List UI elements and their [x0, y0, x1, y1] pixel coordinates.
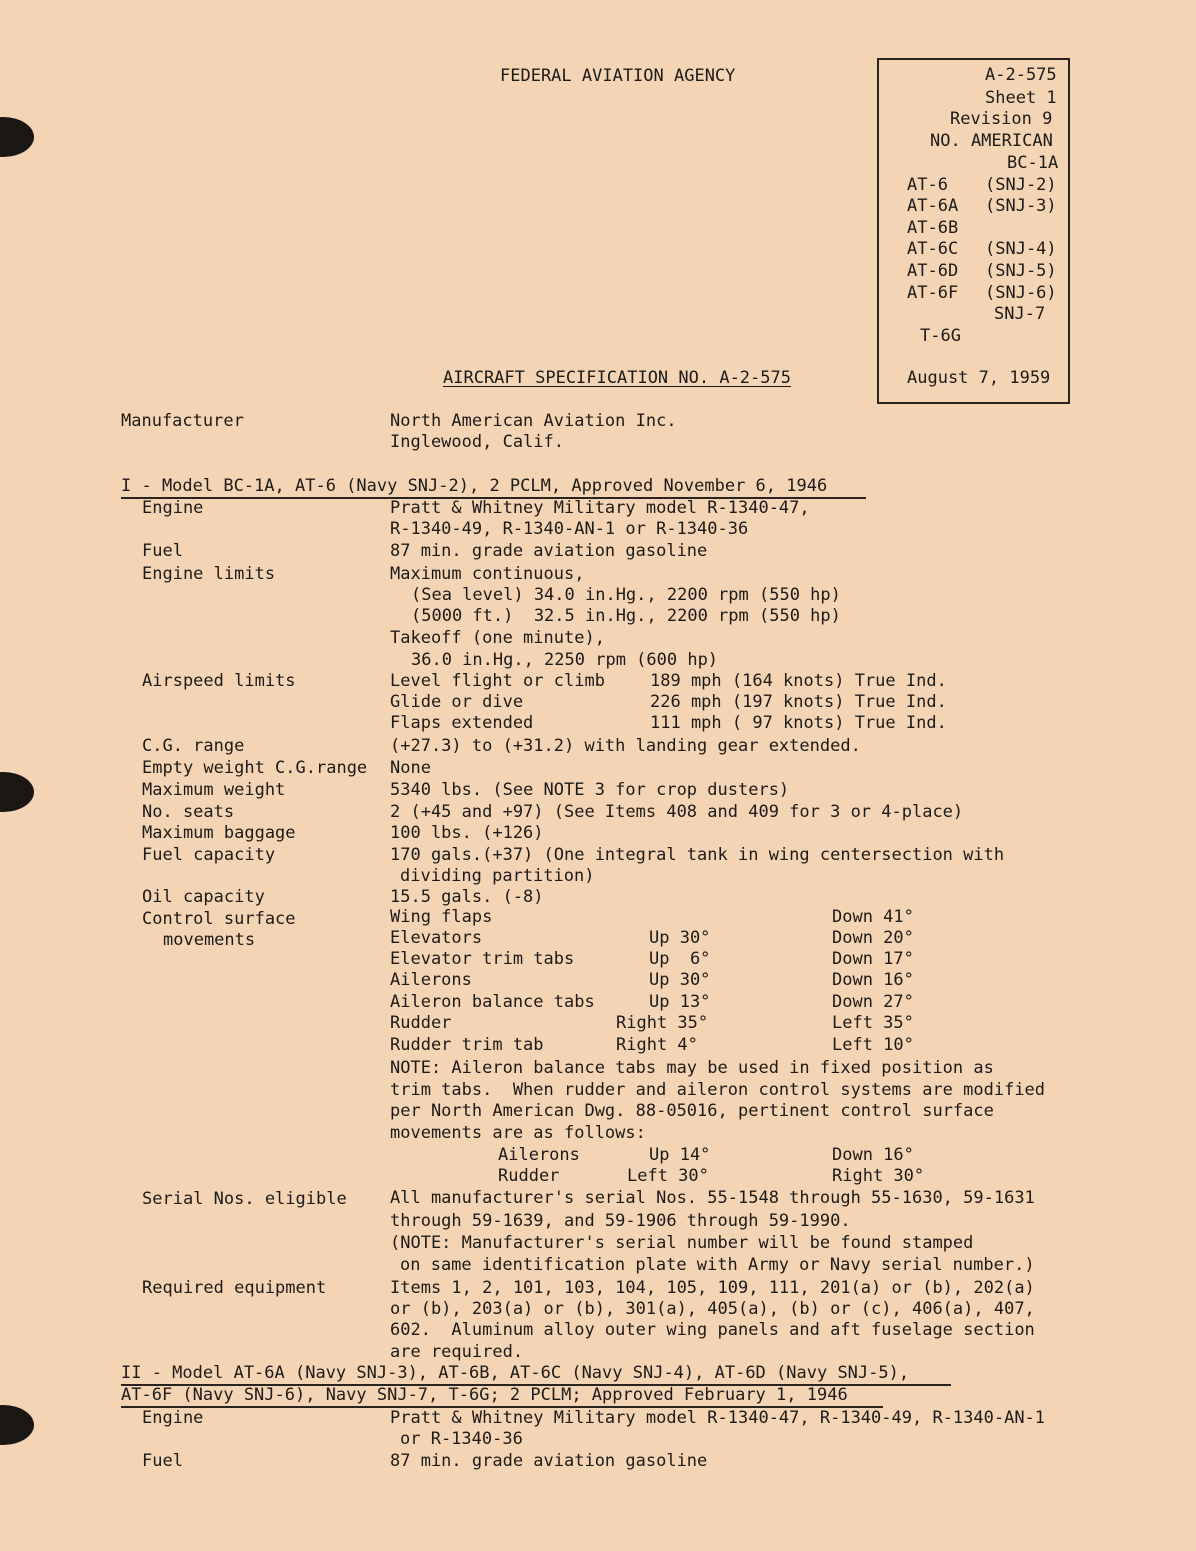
control-row-surface: Rudder: [390, 1013, 452, 1033]
control-row-down: Down 17°: [832, 949, 914, 969]
box-model: AT-6D: [907, 261, 959, 281]
seats-label: No. seats: [142, 802, 235, 822]
binder-hole: [0, 772, 34, 812]
airspeed-row-name: Glide or dive: [390, 692, 524, 712]
engine-label: Engine: [142, 498, 204, 518]
engine-value: or R-1340-36: [400, 1429, 523, 1449]
fuel-label: Fuel: [142, 541, 183, 561]
binder-hole: [0, 117, 34, 157]
engine-value: R-1340-49, R-1340-AN-1 or R-1340-36: [390, 519, 749, 539]
control-row-down: Left 35°: [832, 1013, 914, 1033]
spec-title: AIRCRAFT SPECIFICATION NO. A-2-575: [443, 368, 791, 388]
max-weight-label: Maximum weight: [142, 780, 286, 800]
mod-row-surface: Rudder: [498, 1166, 560, 1186]
fuel-label: Fuel: [142, 1451, 183, 1471]
box-sheet: Sheet 1: [985, 88, 1057, 108]
airspeed-label: Airspeed limits: [142, 671, 296, 691]
box-navy: (SNJ-2): [985, 175, 1057, 195]
model1-heading: I - Model BC-1A, AT-6 (Navy SNJ-2), 2 PCLM, Approved November 6, 1946: [121, 476, 828, 496]
engine-limits-label: Engine limits: [142, 564, 276, 584]
engine-limits-value: 36.0 in.Hg., 2250 rpm (600 hp): [411, 650, 719, 670]
required-value: or (b), 203(a) or (b), 301(a), 405(a), (b) or (c), 406(a), 407,: [390, 1299, 1035, 1319]
engine-value: Pratt & Whitney Military model R-1340-47, R-1340-49, R-1340-AN-1: [390, 1408, 1046, 1428]
box-model: AT-6A: [907, 196, 959, 216]
control-row-surface: Ailerons: [390, 970, 472, 990]
baggage-value: 100 lbs. (+126): [390, 823, 544, 843]
mod-row-a: Up 14°: [649, 1145, 711, 1165]
box-spec-no: A-2-575: [985, 65, 1057, 85]
control-row-surface: Wing flaps: [390, 907, 493, 927]
empty-cg-value: None: [390, 758, 431, 778]
manufacturer-label: Manufacturer: [121, 411, 244, 431]
control-row-down: Down 16°: [832, 970, 914, 990]
engine-label: Engine: [142, 1408, 204, 1428]
control-surface-label: Control surface: [142, 909, 296, 929]
airspeed-row-value: 226 mph (197 knots) True Ind.: [650, 692, 947, 712]
manufacturer-city: Inglewood, Calif.: [390, 432, 564, 452]
control-surface-label: movements: [163, 930, 256, 950]
box-navy: (SNJ-3): [985, 196, 1057, 216]
fuel-capacity-value: dividing partition): [400, 866, 595, 886]
oil-capacity-label: Oil capacity: [142, 887, 265, 907]
control-row-up: Right 4°: [616, 1035, 698, 1055]
box-model: AT-6B: [907, 218, 959, 238]
manufacturer-name: North American Aviation Inc.: [390, 411, 677, 431]
control-row-up: Up 13°: [649, 992, 711, 1012]
engine-value: Pratt & Whitney Military model R-1340-47,: [390, 498, 810, 518]
box-navy: (SNJ-4): [985, 239, 1057, 259]
serial-label: Serial Nos. eligible: [142, 1189, 347, 1209]
mod-row-b: Right 30°: [832, 1166, 925, 1186]
control-row-surface: Elevator trim tabs: [390, 949, 575, 969]
box-model-bc1a: BC-1A: [1007, 153, 1059, 173]
control-row-down: Left 10°: [832, 1035, 914, 1055]
box-revision: Revision 9: [950, 109, 1053, 129]
box-navy: (SNJ-5): [985, 261, 1057, 281]
control-row-up: Up 30°: [649, 928, 711, 948]
control-row-surface: Elevators: [390, 928, 483, 948]
baggage-label: Maximum baggage: [142, 823, 296, 843]
engine-limits-value: Takeoff (one minute),: [390, 628, 605, 648]
seats-value: 2 (+45 and +97) (See Items 408 and 409 for 3 or 4-place): [390, 802, 964, 822]
serial-value: All manufacturer's serial Nos. 55-1548 through 55-1630, 59-1631: [390, 1188, 1035, 1208]
fuel-capacity-label: Fuel capacity: [142, 845, 276, 865]
box-maker: NO. AMERICAN: [930, 131, 1053, 151]
box-navy: (SNJ-6): [985, 283, 1057, 303]
airspeed-row-name: Level flight or climb: [390, 671, 605, 691]
mod-row-a: Left 30°: [627, 1166, 709, 1186]
serial-value: through 59-1639, and 59-1906 through 59-1990.: [390, 1211, 851, 1231]
control-row-up: Up 6°: [649, 949, 711, 969]
model2-heading: AT-6F (Navy SNJ-6), Navy SNJ-7, T-6G; 2 PCLM; Approved February 1, 1946: [121, 1385, 848, 1405]
fuel-capacity-value: 170 gals.(+37) (One integral tank in wing centersection with: [390, 845, 1005, 865]
fuel-value: 87 min. grade aviation gasoline: [390, 1451, 708, 1471]
control-row-up: Right 35°: [616, 1013, 709, 1033]
control-note: trim tabs. When rudder and aileron control systems are modified: [390, 1080, 1046, 1100]
box-model: AT-6C: [907, 239, 959, 259]
binder-hole: [0, 1405, 34, 1445]
cg-range-label: C.G. range: [142, 736, 245, 756]
box-model: AT-6: [907, 175, 948, 195]
serial-value: on same identification plate with Army or Navy serial number.): [400, 1255, 1035, 1275]
max-weight-value: 5340 lbs. (See NOTE 3 for crop dusters): [390, 780, 790, 800]
engine-limits-value: Maximum continuous,: [390, 564, 585, 584]
empty-cg-label: Empty weight C.G.range: [142, 758, 368, 778]
engine-limits-value: (Sea level) 34.0 in.Hg., 2200 rpm (550 hp): [411, 585, 841, 605]
airspeed-row-value: 111 mph ( 97 knots) True Ind.: [650, 713, 947, 733]
box-date: August 7, 1959: [907, 368, 1051, 388]
engine-limits-value: (5000 ft.) 32.5 in.Hg., 2200 rpm (550 hp): [411, 606, 841, 626]
airspeed-row-value: 189 mph (164 knots) True Ind.: [650, 671, 947, 691]
required-value: Items 1, 2, 101, 103, 104, 105, 109, 111, 201(a) or (b), 202(a): [390, 1278, 1035, 1298]
mod-row-surface: Ailerons: [498, 1145, 580, 1165]
required-label: Required equipment: [142, 1278, 327, 1298]
agency-heading: FEDERAL AVIATION AGENCY: [500, 66, 736, 86]
required-value: are required.: [390, 1342, 524, 1362]
control-note: per North American Dwg. 88-05016, pertinent control surface: [390, 1101, 994, 1121]
control-row-down: Down 41°: [832, 907, 914, 927]
control-row-down: Down 20°: [832, 928, 914, 948]
model2-heading: II - Model AT-6A (Navy SNJ-3), AT-6B, AT-6C (Navy SNJ-4), AT-6D (Navy SNJ-5),: [121, 1363, 910, 1383]
box-model: T-6G: [920, 326, 961, 346]
control-row-surface: Rudder trim tab: [390, 1035, 544, 1055]
box-navy: SNJ-7: [994, 304, 1046, 324]
control-note: NOTE: Aileron balance tabs may be used in fixed position as: [390, 1058, 994, 1078]
control-row-down: Down 27°: [832, 992, 914, 1012]
box-model: AT-6F: [907, 283, 959, 303]
cg-range-value: (+27.3) to (+31.2) with landing gear extended.: [390, 736, 861, 756]
control-row-surface: Aileron balance tabs: [390, 992, 595, 1012]
control-row-up: Up 30°: [649, 970, 711, 990]
oil-capacity-value: 15.5 gals. (-8): [390, 887, 544, 907]
fuel-value: 87 min. grade aviation gasoline: [390, 541, 708, 561]
airspeed-row-name: Flaps extended: [390, 713, 534, 733]
required-value: 602. Aluminum alloy outer wing panels and aft fuselage section: [390, 1320, 1035, 1340]
control-note: movements are as follows:: [390, 1123, 646, 1143]
serial-value: (NOTE: Manufacturer's serial number will be found stamped: [390, 1233, 974, 1253]
mod-row-b: Down 16°: [832, 1145, 914, 1165]
